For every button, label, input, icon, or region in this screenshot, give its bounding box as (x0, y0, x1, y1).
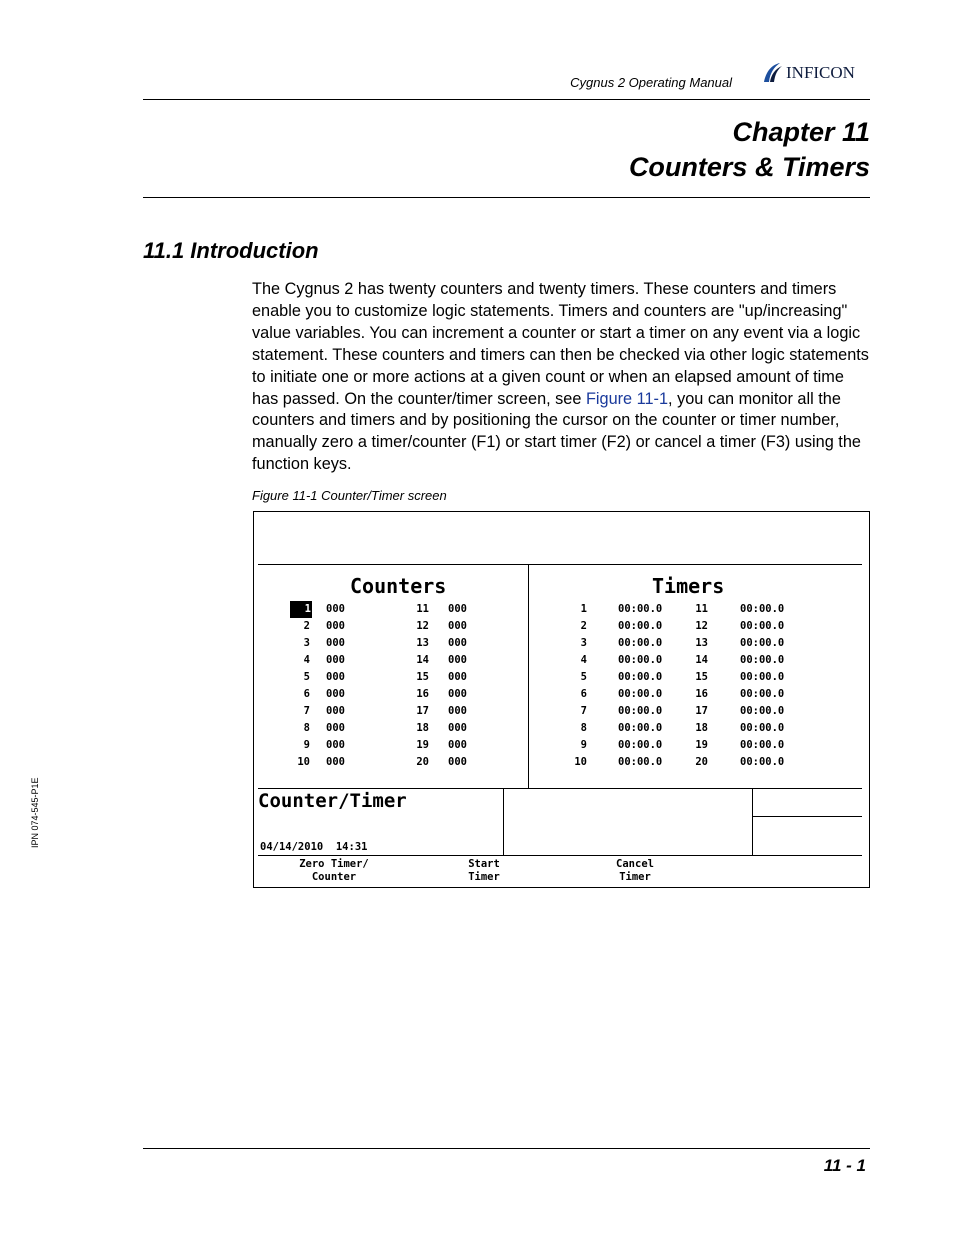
timer-right-no[interactable]: 20 (695, 756, 708, 768)
counter-right-no[interactable]: 13 (416, 637, 429, 649)
status-box-divider (752, 816, 862, 817)
counter-right-val: 000 (448, 620, 467, 632)
screen-top-divider (258, 564, 862, 565)
counter-left-no[interactable]: 3 (303, 637, 310, 649)
timer-row (254, 720, 864, 737)
counter-left-no[interactable]: 4 (303, 654, 310, 666)
counter-left-val: 000 (326, 671, 345, 683)
counter-timer-screen (253, 511, 870, 888)
screen-name: Counter/Timer (258, 790, 407, 812)
counter-right-no[interactable]: 17 (416, 705, 429, 717)
timer-right-val: 00:00.0 (740, 620, 785, 632)
manual-title: Cygnus 2 Operating Manual (570, 75, 732, 90)
figure-caption: Figure 11-1 Counter/Timer screen (252, 488, 447, 503)
status-divider-right (752, 788, 753, 855)
timer-right-val: 00:00.0 (740, 756, 785, 768)
screen-mid-divider (258, 788, 862, 789)
counter-left-val: 000 (326, 620, 345, 632)
counter-right-val: 000 (448, 688, 467, 700)
intro-paragraph (252, 279, 872, 476)
timer-row (254, 652, 864, 669)
timer-row (254, 618, 864, 635)
counter-left-no[interactable]: 6 (303, 688, 310, 700)
counter-right-val: 000 (448, 654, 467, 666)
timer-right-no[interactable]: 15 (695, 671, 708, 683)
counter-left-no[interactable]: 2 (303, 620, 310, 632)
timer-left-no[interactable]: 1 (580, 603, 587, 615)
timer-right-val: 00:00.0 (740, 603, 785, 615)
timer-left-no[interactable]: 9 (580, 739, 587, 751)
timer-left-val: 00:00.0 (618, 603, 663, 615)
timer-left-no[interactable]: 8 (580, 722, 587, 734)
document-part-number: IPN 074-545-P1E (30, 777, 40, 848)
timer-row (254, 703, 864, 720)
figure-cross-reference-link[interactable]: Figure 11-1 (585, 389, 669, 408)
counter-left-no[interactable]: 5 (303, 671, 310, 683)
counter-left-val: 000 (326, 705, 345, 717)
counter-left-val: 000 (326, 603, 345, 615)
timer-left-val: 00:00.0 (618, 756, 663, 768)
status-divider-left (503, 788, 504, 855)
counter-left-val: 000 (326, 722, 345, 734)
timer-left-no[interactable]: 4 (580, 654, 587, 666)
timer-row (254, 737, 864, 754)
counter-right-val: 000 (448, 739, 467, 751)
timer-row (254, 635, 864, 652)
timer-left-val: 00:00.0 (618, 654, 663, 666)
timer-right-val: 00:00.0 (740, 705, 785, 717)
timer-row (254, 686, 864, 703)
counter-left-val: 000 (326, 739, 345, 751)
timers-title: Timers (652, 574, 725, 598)
counter-right-no[interactable]: 18 (416, 722, 429, 734)
counter-right-no[interactable]: 11 (416, 603, 429, 615)
timer-left-no[interactable]: 6 (580, 688, 587, 700)
counter-left-val: 000 (326, 654, 345, 666)
timer-right-val: 00:00.0 (740, 722, 785, 734)
counter-right-val: 000 (448, 705, 467, 717)
timer-row (254, 669, 864, 686)
inficon-logo (760, 60, 872, 86)
datetime-text: 04/14/2010 14:31 (260, 841, 368, 853)
counter-right-val: 000 (448, 603, 467, 615)
timer-right-no[interactable]: 13 (695, 637, 708, 649)
intro-text-start: The Cygnus 2 has twenty counters and twenty timers. These counters and timers enable you to customize logic statements. Timers and counters are "up/increasing" value variables. You can increment a counter or start a timer on any event via a logic statement. These counters and timers can then be checked via other logic statements to initiate one or more actions at a given count or when an elapsed amount of time has passed. On the counter/timer screen, see (252, 280, 869, 408)
timer-right-no[interactable]: 11 (695, 603, 708, 615)
page-number: 11 - 1 (823, 1156, 866, 1175)
counter-left-val: 000 (326, 637, 345, 649)
counter-left-val: 000 (326, 756, 345, 768)
fkey-3-line1: Cancel (616, 858, 654, 870)
zero-timer-counter-key[interactable] (279, 858, 389, 884)
timer-right-no[interactable]: 19 (695, 739, 708, 751)
start-timer-key[interactable] (429, 858, 539, 884)
counters-title: Counters (350, 574, 447, 598)
fkey-2-line2: Timer (468, 871, 500, 883)
timer-right-val: 00:00.0 (740, 654, 785, 666)
fkey-3-line2: Timer (619, 871, 651, 883)
chapter-rule (143, 197, 870, 198)
timer-left-no[interactable]: 5 (580, 671, 587, 683)
counter-right-no[interactable]: 20 (416, 756, 429, 768)
chapter-heading (629, 115, 870, 185)
intro-text-end: , you can monitor all the counters and timers and by positioning the cursor on the counter or timer number, manually zero a timer/counter (F1) or start timer (F2) or cancel a timer (F3) using the function keys. (252, 389, 861, 474)
timer-left-no[interactable]: 3 (580, 637, 587, 649)
timer-left-val: 00:00.0 (618, 722, 663, 734)
footer-rule (143, 1148, 870, 1149)
timer-right-val: 00:00.0 (740, 688, 785, 700)
counter-right-no[interactable]: 15 (416, 671, 429, 683)
timer-row (254, 601, 864, 618)
timer-left-val: 00:00.0 (618, 705, 663, 717)
section-heading: 11.1 Introduction (143, 238, 319, 263)
timer-right-no[interactable]: 16 (695, 688, 708, 700)
counter-right-val: 000 (448, 756, 467, 768)
timer-left-no[interactable]: 10 (574, 756, 587, 768)
counter-right-no[interactable]: 19 (416, 739, 429, 751)
counter-right-val: 000 (448, 722, 467, 734)
timer-right-no[interactable]: 17 (695, 705, 708, 717)
timer-right-no[interactable]: 14 (695, 654, 708, 666)
counter-right-no[interactable]: 12 (416, 620, 429, 632)
timer-left-val: 00:00.0 (618, 620, 663, 632)
timer-row (254, 754, 864, 771)
timer-left-val: 00:00.0 (618, 671, 663, 683)
logo-wordmark: INFICON (786, 63, 855, 82)
counter-right-val: 000 (448, 637, 467, 649)
inficon-swoosh-icon (760, 60, 784, 84)
timer-left-no[interactable]: 2 (580, 620, 587, 632)
counter-left-no[interactable]: 8 (303, 722, 310, 734)
counter-right-no[interactable]: 14 (416, 654, 429, 666)
chapter-number: Chapter 11 (732, 117, 870, 147)
chapter-title: Counters & Timers (628, 152, 870, 182)
fkey-1-line2: Counter (311, 871, 357, 883)
header-rule (143, 99, 870, 100)
counter-left-no[interactable]: 7 (303, 705, 310, 717)
fkey-1-line1: Zero Timer/ (299, 858, 369, 870)
cancel-timer-key[interactable] (580, 858, 690, 884)
timer-left-val: 00:00.0 (618, 637, 663, 649)
timer-right-val: 00:00.0 (740, 739, 785, 751)
timer-left-val: 00:00.0 (618, 739, 663, 751)
counter-left-val: 000 (326, 688, 345, 700)
timer-right-no[interactable]: 12 (695, 620, 708, 632)
counter-left-no[interactable]: 9 (303, 739, 310, 751)
timer-right-val: 00:00.0 (740, 671, 785, 683)
timer-left-no[interactable]: 7 (580, 705, 587, 717)
counter-left-no[interactable]: 10 (297, 756, 310, 768)
timer-left-val: 00:00.0 (618, 688, 663, 700)
counter-left-no[interactable]: 1 (290, 601, 312, 618)
fkey-2-line1: Start (468, 858, 500, 870)
timer-right-val: 00:00.0 (740, 637, 785, 649)
counter-right-no[interactable]: 16 (416, 688, 429, 700)
screen-datetime (260, 839, 500, 856)
timer-right-no[interactable]: 18 (695, 722, 708, 734)
counter-right-val: 000 (448, 671, 467, 683)
